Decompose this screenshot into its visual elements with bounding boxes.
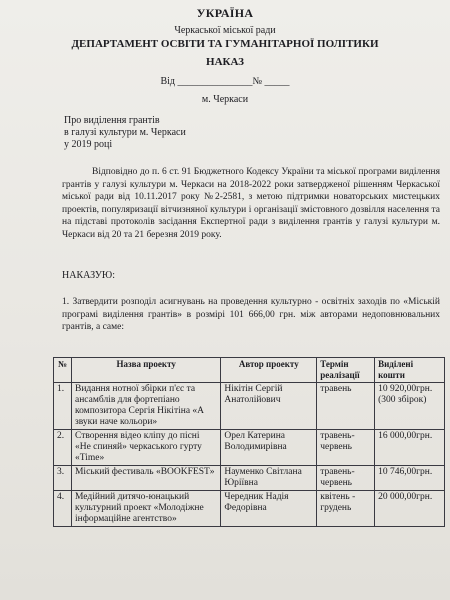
table-header-row [54, 358, 445, 383]
council-name: Черкаської міської ради [174, 25, 276, 36]
department-title: ДЕПАРТАМЕНТ ОСВІТИ ТА ГУМАНІТАРНОЇ ПОЛІТИКИ [71, 38, 379, 50]
cell-term: травень-червень [317, 430, 375, 466]
grants-table [53, 357, 445, 527]
table-row [54, 491, 445, 527]
document-type: НАКАЗ [206, 56, 244, 68]
cell-num: 1. [54, 383, 72, 430]
table-row [54, 466, 445, 491]
cell-num: 3. [54, 466, 72, 491]
cell-name: Видання нотної збірки п'єс та ансамблів для фортепіано композитора Сергія Нікітіна «А звуки наче кольори» [71, 383, 220, 430]
cell-term: квітень - грудень [317, 491, 375, 527]
cell-name: Медійний дитячо-юнацький культурний проект «Молодіжне інформаційне агентство» [71, 491, 220, 527]
order-item-1: 1. Затвердити розподіл асигнувань на проведення культурно - освітніх заходів по «Міській програмі виділення грантів» в розмірі 101 666,00 грн. між авторами недоповнювальних грантів, а саме: [62, 297, 440, 333]
subject-line: Про виділення грантів [64, 115, 160, 126]
header-funds: Виділені кошти [375, 358, 445, 383]
cell-funds: 20 000,00грн. [375, 491, 445, 527]
city-line: м. Черкаси [201, 94, 249, 105]
cell-name: Міський фестиваль «BOOKFEST» [71, 466, 220, 491]
cell-author: Нікітін Сергій Анатолійович [221, 383, 317, 430]
cell-author: Орел Катерина Володимирівна [221, 430, 317, 466]
table-row [54, 430, 445, 466]
cell-name: Створення відео кліпу до пісні «Не спиняй» черкаського гурту «Time» [71, 430, 220, 466]
orders-heading: НАКАЗУЮ: [62, 270, 115, 281]
order-subject [64, 115, 186, 151]
header-name: Назва проекту [71, 358, 220, 383]
cell-funds: 10 920,00грн. (300 збірок) [375, 383, 445, 430]
cell-funds: 16 000,00грн. [375, 430, 445, 466]
cell-term: травень [317, 383, 375, 430]
country-title: УКРАЇНА [196, 6, 254, 20]
header-num: № [54, 358, 72, 383]
cell-author: Науменко Світлана Юріївна [221, 466, 317, 491]
cell-num: 4. [54, 491, 72, 527]
date-number-line: Від _______________№ _____ [160, 76, 290, 87]
cell-funds: 10 746,00грн. [375, 466, 445, 491]
header-author: Автор проекту [221, 358, 317, 383]
header-term: Термін реалізації [317, 358, 375, 383]
subject-line: в галузі культури м. Черкаси [64, 127, 186, 138]
table-row [54, 383, 445, 430]
preamble-paragraph: Відповідно до п. 6 ст. 91 Бюджетного Кодексу України та міської програми виділення грантів у галузі культури м. Черкаси на 2018-2022 роки затвердженої рішенням Черкаської міської ради від 10.11.2017 року №2-2581, з метою підтримки новаторських мистецьких проектів, популяризації вітчизняної культури і організації змістовного дозвілля населення та на підставі протоколів засідання Експертної ради з виділення грантів у галузі культури м. Черкаси від 20 та 21 березня 2019 року. [62, 167, 440, 240]
cell-num: 2. [54, 430, 72, 466]
subject-line: у 2019 році [64, 139, 113, 150]
cell-term: травень-червень [317, 466, 375, 491]
cell-author: Чередник Надія Федорівна [221, 491, 317, 527]
